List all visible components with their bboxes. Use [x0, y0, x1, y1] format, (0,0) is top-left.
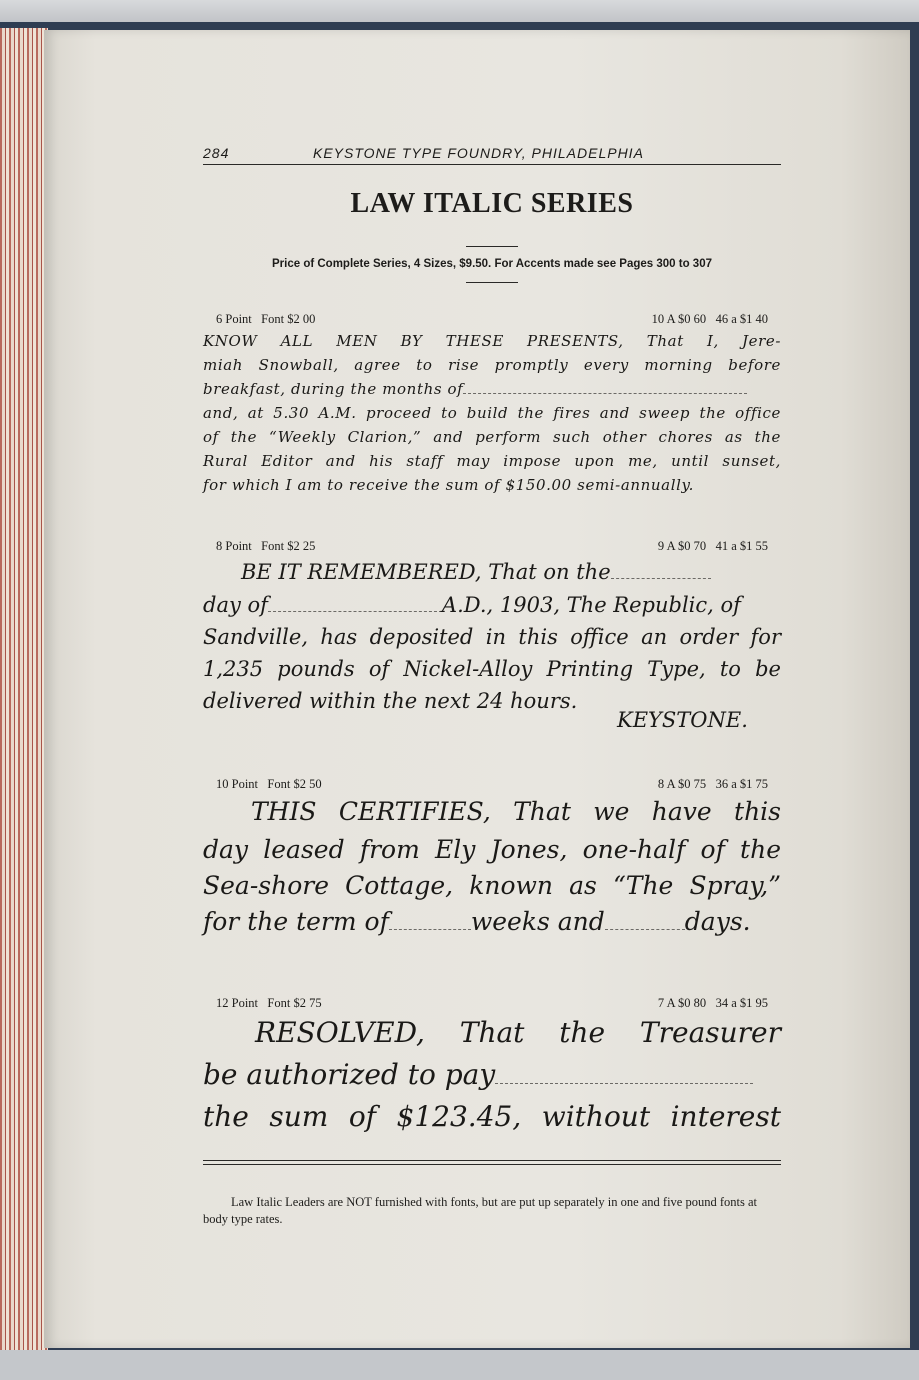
page-number: 284 [203, 145, 230, 161]
spec-size-price: 6 Point Font $2 00 [216, 312, 316, 326]
specimen-line: delivered within the next 24 hours. [203, 689, 578, 713]
leader-dots [495, 1077, 753, 1084]
title-rule-top [466, 246, 518, 247]
spec-size-price: 12 Point Font $2 75 [216, 996, 322, 1010]
spec-quantities: 10 A $0 60 46 a $1 40 [651, 312, 768, 326]
specimen-line: miah Snowball, agree to rise promptly every morning before [203, 356, 781, 374]
leader-dots [268, 607, 442, 612]
page-title: LAW ITALIC SERIES [350, 188, 634, 219]
spec-line-8pt [216, 539, 768, 555]
specimen-line: Sea-shore Cottage, known as “The Spray,” [203, 871, 781, 900]
specimen-line: for the term of weeks and days. [203, 907, 751, 936]
spec-size-price: 8 Point Font $2 25 [216, 539, 316, 553]
specimen-line: of the “Weekly Clarion,” and perform such other chores as the [203, 428, 781, 446]
specimen-line: and, at 5.30 A.M. proceed to build the fires and sweep the office [203, 404, 781, 422]
spec-quantities: 8 A $0 75 36 a $1 75 [657, 777, 768, 791]
specimen-line: day of A.D., 1903, The Republic, of [203, 593, 741, 617]
specimen-line: RESOLVED, That the Treasurer [255, 1016, 781, 1049]
spec-quantities: 7 A $0 80 34 a $1 95 [657, 996, 768, 1010]
spec-line-12pt [216, 996, 768, 1012]
footnote: Law Italic Leaders are NOT furnished with fonts, but are put up separately in one and five pound fonts at body type rates. [203, 1195, 757, 1226]
specimen-line: for which I am to receive the sum of $150.00 semi-annually. [203, 476, 694, 494]
running-head [203, 142, 781, 165]
spec-line-10pt [216, 777, 768, 793]
specimen-line: day leased from Ely Jones, one-half of the [203, 835, 781, 864]
specimen-line: THIS CERTIFIES, That we have this [251, 797, 781, 826]
double-rule [203, 1160, 781, 1165]
running-title: KEYSTONE TYPE FOUNDRY, PHILADELPHIA [313, 145, 644, 161]
leader-dots [463, 390, 747, 394]
specimen-line: Sandville, has deposited in this office an order for [203, 625, 781, 649]
specimen-line: BE IT REMEMBERED, That on the [241, 560, 711, 584]
signature-keystone: KEYSTONE. [617, 708, 748, 732]
spec-quantities: 9 A $0 70 41 a $1 55 [657, 539, 768, 553]
specimen-line: breakfast, during the months of [203, 380, 747, 398]
specimen-line: 1,235 pounds of Nickel-Alloy Printing Type, to be [203, 657, 781, 681]
specimen-line: the sum of $123.45, without interest [203, 1100, 781, 1133]
specimen-line: be authorized to pay [203, 1058, 753, 1091]
specimen-line: KNOW ALL MEN BY THESE PRESENTS, That I, Jere- [203, 332, 781, 350]
spec-line-6pt [216, 312, 768, 328]
price-line: Price of Complete Series, 4 Sizes, $9.50. For Accents made see Pages 300 to 307 [272, 258, 712, 270]
specimen-line: Rural Editor and his staff may impose upon me, until sunset, [203, 452, 781, 470]
spec-size-price: 10 Point Font $2 50 [216, 777, 322, 791]
leader-dots [611, 574, 711, 579]
leader-dots [389, 924, 471, 930]
leader-dots [605, 924, 685, 930]
title-rule-bottom [466, 282, 518, 283]
